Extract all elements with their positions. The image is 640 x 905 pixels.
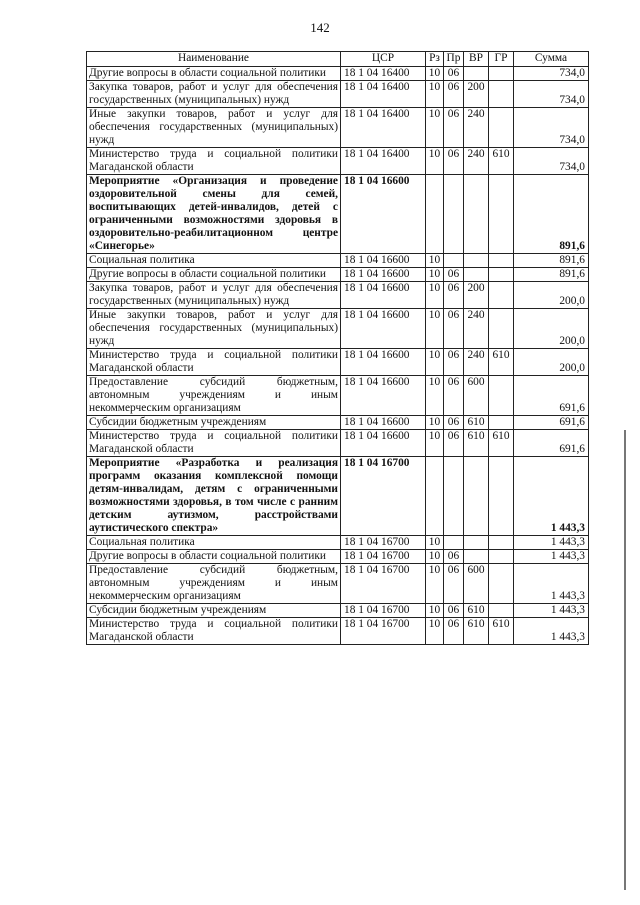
cell-name: Другие вопросы в области социальной политики (87, 268, 341, 282)
cell-rz (426, 175, 444, 254)
table-row (87, 268, 589, 282)
cell-csr: 18 1 04 16600 (341, 175, 426, 254)
cell-name: Мероприятие «Разработка и реализация программ оказания комплексной помощи детям-инвалидам, детям с ограниченными возможностями здоровья, в том числе с ранним детским аутизмом, расстройствами аутистического спектра» (87, 457, 341, 536)
cell-name: Социальная политика (87, 536, 341, 550)
header-pr: Пр (444, 52, 464, 67)
cell-rz: 10 (426, 416, 444, 430)
cell-csr: 18 1 04 16400 (341, 108, 426, 148)
cell-gr: 610 (489, 430, 514, 457)
table-row (87, 175, 589, 254)
cell-vr (464, 268, 489, 282)
table-row (87, 108, 589, 148)
cell-vr: 240 (464, 148, 489, 175)
cell-csr: 18 1 04 16700 (341, 550, 426, 564)
cell-pr: 06 (444, 108, 464, 148)
cell-rz: 10 (426, 550, 444, 564)
cell-rz: 10 (426, 282, 444, 309)
cell-sum: 1 443,3 (514, 550, 589, 564)
cell-name: Другие вопросы в области социальной политики (87, 67, 341, 81)
cell-pr: 06 (444, 282, 464, 309)
cell-rz: 10 (426, 564, 444, 604)
table-row (87, 536, 589, 550)
cell-vr: 200 (464, 81, 489, 108)
table-row (87, 81, 589, 108)
table-row (87, 604, 589, 618)
cell-gr (489, 67, 514, 81)
header-sum: Сумма (514, 52, 589, 67)
cell-name: Предоставление субсидий бюджетным, автономным учреждениям и иным некоммерческим организациям (87, 376, 341, 416)
cell-csr: 18 1 04 16600 (341, 254, 426, 268)
table-row (87, 430, 589, 457)
header-name: Наименование (87, 52, 341, 67)
cell-vr (464, 550, 489, 564)
cell-pr (444, 254, 464, 268)
cell-name: Министерство труда и социальной политики Магаданской области (87, 430, 341, 457)
cell-name: Предоставление субсидий бюджетным, автономным учреждениям и иным некоммерческим организациям (87, 564, 341, 604)
cell-sum: 1 443,3 (514, 604, 589, 618)
table-row (87, 564, 589, 604)
cell-vr: 610 (464, 618, 489, 645)
table-row (87, 376, 589, 416)
cell-gr (489, 175, 514, 254)
cell-sum: 691,6 (514, 416, 589, 430)
header-vr: ВР (464, 52, 489, 67)
cell-vr (464, 254, 489, 268)
cell-rz: 10 (426, 67, 444, 81)
cell-rz: 10 (426, 108, 444, 148)
cell-pr: 06 (444, 81, 464, 108)
cell-csr: 18 1 04 16700 (341, 618, 426, 645)
cell-sum: 891,6 (514, 254, 589, 268)
cell-vr: 600 (464, 376, 489, 416)
cell-vr: 600 (464, 564, 489, 604)
cell-pr: 06 (444, 349, 464, 376)
cell-rz: 10 (426, 376, 444, 416)
cell-csr: 18 1 04 16600 (341, 282, 426, 309)
cell-rz: 10 (426, 268, 444, 282)
cell-vr: 610 (464, 604, 489, 618)
cell-vr: 610 (464, 416, 489, 430)
cell-sum: 200,0 (514, 309, 589, 349)
cell-vr: 200 (464, 282, 489, 309)
cell-pr (444, 457, 464, 536)
cell-sum: 1 443,3 (514, 457, 589, 536)
cell-pr: 06 (444, 416, 464, 430)
cell-sum: 734,0 (514, 148, 589, 175)
cell-sum: 1 443,3 (514, 564, 589, 604)
cell-csr: 18 1 04 16600 (341, 376, 426, 416)
cell-sum: 734,0 (514, 67, 589, 81)
cell-pr: 06 (444, 430, 464, 457)
cell-name: Иные закупки товаров, работ и услуг для обеспечения государственных (муниципальных) нужд (87, 309, 341, 349)
cell-pr: 06 (444, 376, 464, 416)
table-row (87, 550, 589, 564)
cell-gr (489, 254, 514, 268)
table-row (87, 309, 589, 349)
header-csr: ЦСР (341, 52, 426, 67)
cell-gr: 610 (489, 618, 514, 645)
cell-csr: 18 1 04 16700 (341, 536, 426, 550)
cell-csr: 18 1 04 16400 (341, 67, 426, 81)
cell-sum: 734,0 (514, 108, 589, 148)
cell-sum: 1 443,3 (514, 536, 589, 550)
cell-pr: 06 (444, 148, 464, 175)
cell-rz: 10 (426, 81, 444, 108)
table-header-row (87, 52, 589, 67)
budget-table (86, 51, 589, 645)
cell-csr: 18 1 04 16400 (341, 148, 426, 175)
cell-gr (489, 268, 514, 282)
cell-gr (489, 108, 514, 148)
cell-name: Закупка товаров, работ и услуг для обеспечения государственных (муниципальных) нужд (87, 81, 341, 108)
cell-gr (489, 309, 514, 349)
cell-vr: 240 (464, 309, 489, 349)
cell-name: Министерство труда и социальной политики Магаданской области (87, 148, 341, 175)
cell-pr (444, 536, 464, 550)
margin-scan-line (624, 430, 626, 890)
cell-gr (489, 282, 514, 309)
cell-gr (489, 457, 514, 536)
cell-pr: 06 (444, 309, 464, 349)
cell-pr: 06 (444, 604, 464, 618)
cell-pr (444, 175, 464, 254)
cell-sum: 691,6 (514, 430, 589, 457)
cell-csr: 18 1 04 16700 (341, 457, 426, 536)
cell-gr (489, 376, 514, 416)
page-number: 142 (310, 20, 330, 35)
cell-csr: 18 1 04 16600 (341, 430, 426, 457)
cell-rz: 10 (426, 148, 444, 175)
cell-name: Субсидии бюджетным учреждениям (87, 604, 341, 618)
cell-name: Закупка товаров, работ и услуг для обеспечения государственных (муниципальных) нужд (87, 282, 341, 309)
cell-name: Другие вопросы в области социальной политики (87, 550, 341, 564)
cell-csr: 18 1 04 16600 (341, 416, 426, 430)
cell-csr: 18 1 04 16600 (341, 349, 426, 376)
cell-rz: 10 (426, 349, 444, 376)
cell-gr (489, 604, 514, 618)
table-row (87, 457, 589, 536)
cell-vr: 240 (464, 349, 489, 376)
cell-pr: 06 (444, 618, 464, 645)
cell-pr: 06 (444, 268, 464, 282)
cell-sum: 891,6 (514, 175, 589, 254)
cell-sum: 691,6 (514, 376, 589, 416)
cell-sum: 1 443,3 (514, 618, 589, 645)
cell-vr (464, 536, 489, 550)
cell-name: Субсидии бюджетным учреждениям (87, 416, 341, 430)
cell-vr (464, 457, 489, 536)
table-row (87, 618, 589, 645)
cell-gr (489, 564, 514, 604)
cell-name: Мероприятие «Организация и проведение оздоровительной смены для семей, воспитывающих детей-инвалидов, детей с ограниченными возможностями здоровья в оздоровительно-реабилитационном центре «Синегорье» (87, 175, 341, 254)
cell-rz: 10 (426, 536, 444, 550)
cell-sum: 200,0 (514, 349, 589, 376)
cell-sum: 734,0 (514, 81, 589, 108)
cell-gr: 610 (489, 349, 514, 376)
cell-name: Социальная политика (87, 254, 341, 268)
cell-sum: 200,0 (514, 282, 589, 309)
cell-rz: 10 (426, 604, 444, 618)
cell-gr (489, 81, 514, 108)
cell-csr: 18 1 04 16700 (341, 604, 426, 618)
cell-csr: 18 1 04 16600 (341, 309, 426, 349)
table-row (87, 67, 589, 81)
cell-gr (489, 536, 514, 550)
cell-sum: 891,6 (514, 268, 589, 282)
table-row (87, 416, 589, 430)
table-row (87, 148, 589, 175)
cell-vr (464, 175, 489, 254)
table-row (87, 282, 589, 309)
cell-rz: 10 (426, 430, 444, 457)
cell-pr: 06 (444, 564, 464, 604)
cell-gr (489, 550, 514, 564)
cell-pr: 06 (444, 550, 464, 564)
cell-name: Министерство труда и социальной политики Магаданской области (87, 618, 341, 645)
cell-pr: 06 (444, 67, 464, 81)
cell-csr: 18 1 04 16400 (341, 81, 426, 108)
cell-vr (464, 67, 489, 81)
cell-csr: 18 1 04 16600 (341, 268, 426, 282)
table-row (87, 254, 589, 268)
table-row (87, 349, 589, 376)
cell-rz: 10 (426, 254, 444, 268)
cell-rz: 10 (426, 309, 444, 349)
cell-vr: 240 (464, 108, 489, 148)
cell-rz (426, 457, 444, 536)
cell-rz: 10 (426, 618, 444, 645)
cell-name: Министерство труда и социальной политики Магаданской области (87, 349, 341, 376)
cell-name: Иные закупки товаров, работ и услуг для обеспечения государственных (муниципальных) нужд (87, 108, 341, 148)
header-rz: Рз (426, 52, 444, 67)
cell-vr: 610 (464, 430, 489, 457)
cell-gr (489, 416, 514, 430)
cell-csr: 18 1 04 16700 (341, 564, 426, 604)
cell-gr: 610 (489, 148, 514, 175)
header-gr: ГР (489, 52, 514, 67)
